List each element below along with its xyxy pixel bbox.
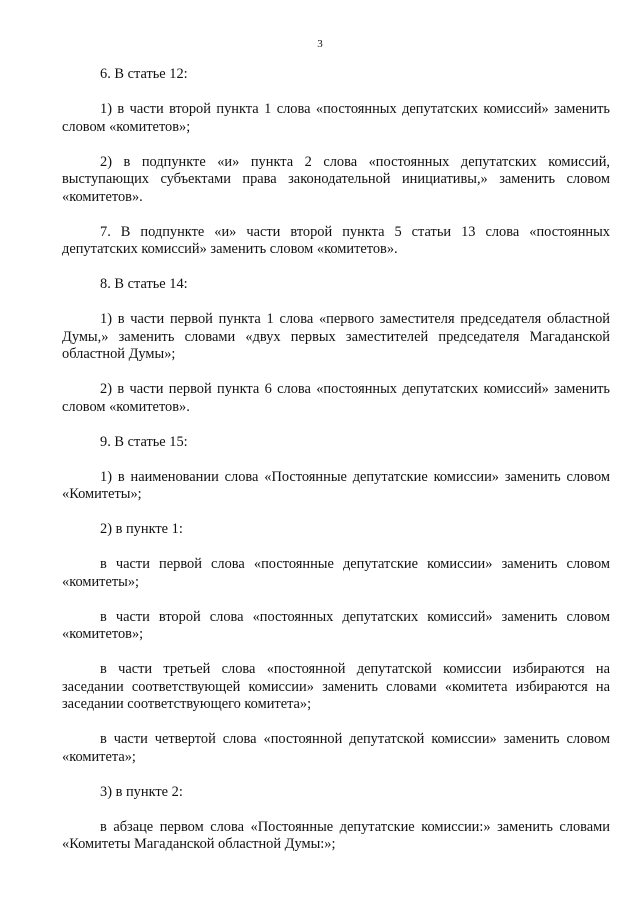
paragraph: в абзаце первом слова «Постоянные депутатские комиссии:» заменить словами «Комитеты Магаданской областной Думы:»; <box>62 818 610 852</box>
paragraph: 1) в части второй пункта 1 слова «постоянных депутатских комиссий» заменить словом «комитетов»; <box>62 101 610 135</box>
paragraph: в части первой слова «постоянные депутатские комиссии» заменить словом «комитеты»; <box>62 556 610 590</box>
page-number: 3 <box>317 38 323 50</box>
paragraph: 1) в наименовании слова «Постоянные депутатские комиссии» заменить словом «Комитеты»; <box>62 468 610 502</box>
section-heading: 6. В статье 12: <box>100 66 188 82</box>
paragraph: 7. В подпункте «и» части второй пункта 5 статьи 13 слова «постоянных депутатских комиссий» заменить словом «комитетов». <box>62 223 610 257</box>
section-heading: 9. В статье 15: <box>100 433 188 450</box>
section-heading: 8. В статье 14: <box>100 276 188 292</box>
paragraph: в части третьей слова «постоянной депутатской комиссии избираются на заседании соответствующей комиссии» заменить словами «комитета избираются на заседании соответствующего комитета»; <box>62 661 610 712</box>
subsection-heading: 2) в пункте 1: <box>100 521 183 537</box>
paragraph: 2) в части первой пункта 6 слова «постоянных депутатских комиссий» заменить словом «комитетов». <box>62 381 610 415</box>
paragraph: 2) в подпункте «и» пункта 2 слова «постоянных депутатских комиссий, выступающих субъектами права законодательной инициативы,» заменить словом «комитетов». <box>62 153 610 205</box>
document-body <box>62 66 610 854</box>
paragraph: 1) в части первой пункта 1 слова «первого заместителя председателя областной Думы,» заменить словами «двух первых заместителей председателя Магаданской областной Думы»; <box>62 311 610 362</box>
paragraph: в части второй слова «постоянных депутатских комиссий» заменить словом «комитетов»; <box>62 608 610 642</box>
subsection-heading: 3) в пункте 2: <box>100 783 183 800</box>
paragraph: в части четвертой слова «постоянной депутатской комиссии» заменить словом «комитета»; <box>62 731 610 765</box>
